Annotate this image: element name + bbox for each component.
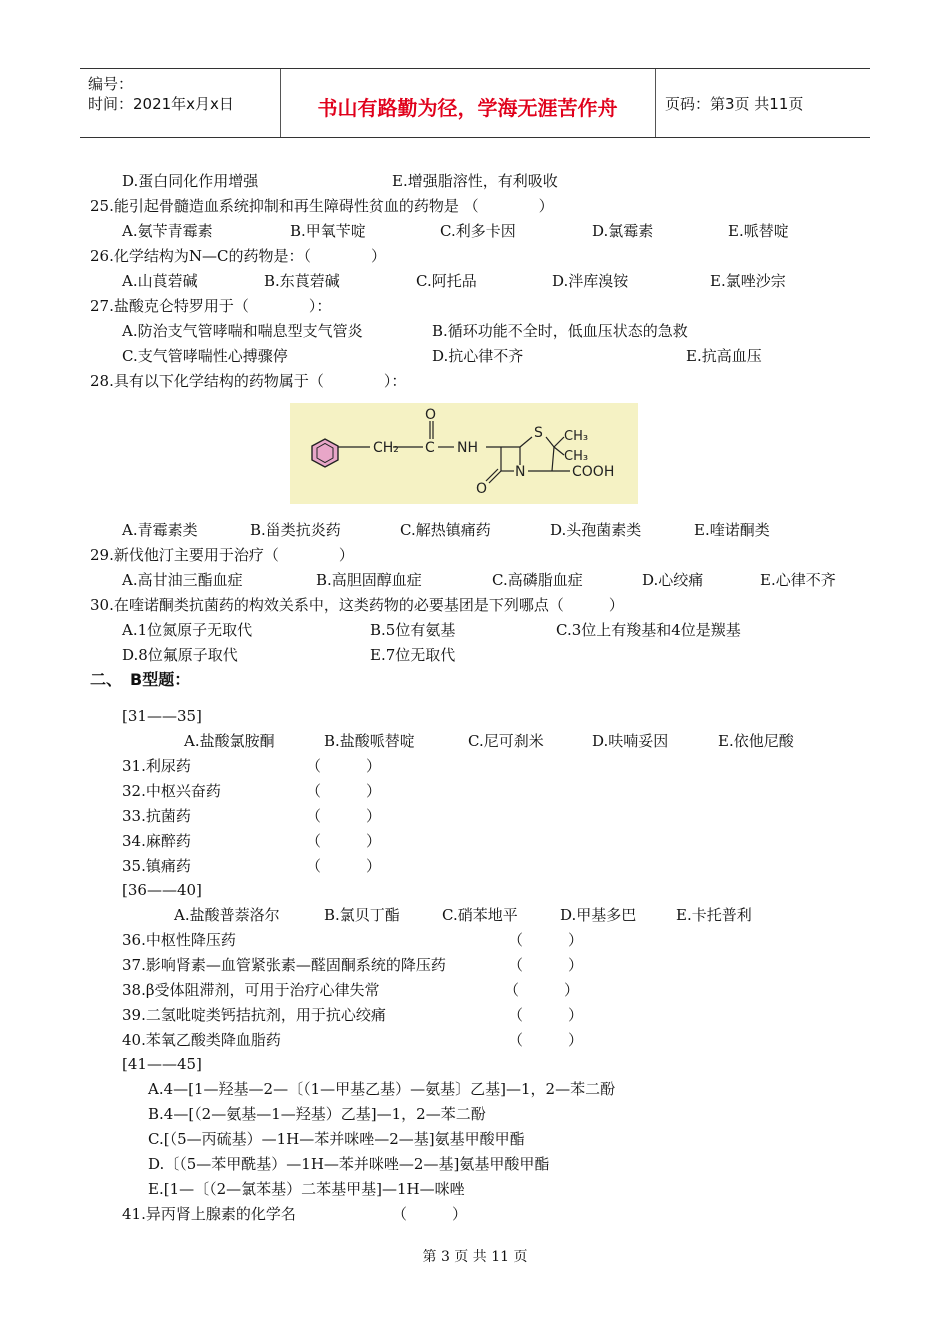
g41-option: D.〔（5—苯甲酰基）—1H—苯并咪唑—2—基]氨基甲酸甲酯 — [148, 1155, 550, 1173]
q30-option: C.3位上有羧基和4位是羰基 — [556, 621, 741, 639]
q27-option: D.抗心律不齐 — [432, 347, 524, 365]
g31-option: C.尼可刹米 — [468, 732, 544, 750]
carbonyl-o-label: O — [425, 407, 437, 423]
doc-number-label: 编号： — [88, 75, 134, 93]
g31-option: A.盐酸氯胺酮 — [184, 732, 275, 750]
q40-blank[interactable]: （ ） — [508, 1031, 584, 1049]
g36-option: A.盐酸普萘洛尔 — [174, 906, 280, 924]
g41-option: C.[（5—丙硫基）—1H—苯并咪唑—2—基]氨基甲酸甲酯 — [148, 1130, 525, 1148]
q29-option: B.高胆固醇血症 — [316, 571, 422, 589]
methyl-1-label: CH₃ — [564, 429, 589, 444]
page-header — [80, 68, 870, 138]
q25-stem: 25.能引起骨髓造血系统抑制和再生障碍性贫血的药物是 （ ） — [90, 197, 554, 215]
q25-option: B.甲氧苄啶 — [290, 222, 366, 240]
ring-nitrogen-label: N — [515, 464, 526, 480]
q31-text: 31.利尿药 — [122, 757, 191, 775]
q33-blank[interactable]: （ ） — [306, 807, 382, 825]
q38-blank[interactable]: （ ） — [504, 981, 580, 999]
q39-blank[interactable]: （ ） — [508, 1006, 584, 1024]
q28-option: C.解热镇痛药 — [400, 521, 491, 539]
header-center-cell — [280, 69, 656, 137]
q26-option: D.泮库溴铵 — [552, 272, 629, 290]
carbonyl-c-label: C — [425, 440, 435, 456]
q36-blank[interactable]: （ ） — [508, 931, 584, 949]
q30-option: A.1位氮原子无取代 — [122, 621, 253, 639]
q37-text: 37.影响肾素—血管紧张素—醛固酮系统的降压药 — [122, 956, 446, 974]
q27-option: B.循环功能不全时，低血压状态的急救 — [432, 322, 688, 340]
q30-stem: 30.在喹诺酮类抗菌药的构效关系中，这类药物的必要基团是下列哪点（ ） — [90, 596, 624, 614]
q41-blank[interactable]: （ ） — [392, 1205, 468, 1223]
g31-option: D.呋喃妥因 — [592, 732, 669, 750]
q27-option: E.抗高血压 — [686, 347, 762, 365]
q35-blank[interactable]: （ ） — [306, 857, 382, 875]
q38-text: 38.β受体阻滞剂，可用于治疗心律失常 — [122, 981, 380, 999]
q26-option: C.阿托品 — [416, 272, 477, 290]
q24-option-e: E.增强脂溶性，有利吸收 — [392, 172, 558, 190]
q26-stem: 26.化学结构为N—C的药物是：（ ） — [90, 247, 386, 265]
q31-blank[interactable]: （ ） — [306, 757, 382, 775]
group-31-35-range: [31——35] — [122, 707, 202, 725]
doc-date-label: 时间：2021年x月x日 — [88, 95, 234, 113]
penicillin-structure-drawing — [290, 403, 638, 504]
q28-option: E.喹诺酮类 — [694, 521, 770, 539]
page-number-label: 页码：第3页 共11页 — [665, 95, 804, 113]
q26-option: B.东莨菪碱 — [264, 272, 340, 290]
q28-stem: 28.具有以下化学结构的药物属于（ ）： — [90, 372, 407, 390]
q28-option: A.青霉素类 — [122, 521, 198, 539]
g41-option: B.4—[（2—氨基—1—羟基）乙基]—1，2—苯二酚 — [148, 1105, 486, 1123]
penicillin-structure — [290, 403, 638, 504]
q39-text: 39.二氢吡啶类钙拮抗剂，用于抗心绞痛 — [122, 1006, 386, 1024]
page-footer: 第 3 页 共 11 页 — [422, 1249, 528, 1265]
g41-option: A.4—[1—羟基—2—〔（1—甲基乙基）—氨基〕乙基]—1，2—苯二酚 — [148, 1080, 616, 1098]
q37-blank[interactable]: （ ） — [508, 956, 584, 974]
lactam-o-label: O — [476, 481, 488, 497]
g31-option: E.依他尼酸 — [718, 732, 794, 750]
q29-stem: 29.新伐他汀主要用于治疗（ ） — [90, 546, 354, 564]
q32-text: 32.中枢兴奋药 — [122, 782, 221, 800]
q26-option: E.氯唑沙宗 — [710, 272, 786, 290]
q34-blank[interactable]: （ ） — [306, 832, 382, 850]
g31-option: B.盐酸哌替啶 — [324, 732, 415, 750]
group-36-40-range: [36——40] — [122, 881, 202, 899]
methyl-2-label: CH₃ — [564, 449, 589, 464]
q28-option: B.甾类抗炎药 — [250, 521, 341, 539]
q30-option: E.7位无取代 — [370, 646, 456, 664]
header-motto: 书山有路勤为径，学海无涯苦作舟 — [317, 96, 618, 120]
q28-option: D.头孢菌素类 — [550, 521, 642, 539]
group-41-45-range: [41——45] — [122, 1055, 202, 1073]
q25-option: A.氨苄青霉素 — [122, 222, 213, 240]
g36-option: B.氯贝丁酯 — [324, 906, 400, 924]
amide-nh-label: NH — [457, 440, 478, 456]
q30-option: B.5位有氨基 — [370, 621, 456, 639]
g36-option: E.卡托普利 — [676, 906, 752, 924]
q35-text: 35.镇痛药 — [122, 857, 191, 875]
header-left-cell — [80, 69, 281, 137]
g41-option: E.[1—〔（2—氯苯基）二苯基甲基]—1H—咪唑 — [148, 1180, 465, 1198]
q27-option: A.防治支气管哮喘和喘息型支气管炎 — [122, 322, 363, 340]
ch2-label: CH₂ — [373, 440, 399, 456]
q40-text: 40.苯氧乙酸类降血脂药 — [122, 1031, 281, 1049]
g36-option: C.硝苯地平 — [442, 906, 518, 924]
q29-option: A.高甘油三酯血症 — [122, 571, 243, 589]
q33-text: 33.抗菌药 — [122, 807, 191, 825]
q30-option: D.8位氟原子取代 — [122, 646, 238, 664]
section-b-title: 二、 B型题： — [90, 670, 191, 689]
q34-text: 34.麻醉药 — [122, 832, 191, 850]
q25-option: E.哌替啶 — [728, 222, 789, 240]
q29-option: C.高磷脂血症 — [492, 571, 583, 589]
q29-option: D.心绞痛 — [642, 571, 704, 589]
q24-option-d: D.蛋白同化作用增强 — [122, 172, 259, 190]
q25-option: C.利多卡因 — [440, 222, 516, 240]
header-right-cell — [655, 69, 870, 137]
g36-option: D.甲基多巴 — [560, 906, 637, 924]
q26-option: A.山莨菪碱 — [122, 272, 198, 290]
sulfur-label: S — [534, 425, 543, 441]
q27-option: C.支气管哮喘性心搏骤停 — [122, 347, 288, 365]
q27-stem: 27.盐酸克仑特罗用于（ ）： — [90, 297, 332, 315]
q29-option: E.心律不齐 — [760, 571, 836, 589]
q36-text: 36.中枢性降压药 — [122, 931, 236, 949]
q32-blank[interactable]: （ ） — [306, 782, 382, 800]
q25-option: D.氯霉素 — [592, 222, 654, 240]
carboxyl-label: COOH — [572, 464, 615, 480]
q41-text: 41.异丙肾上腺素的化学名 — [122, 1205, 296, 1223]
